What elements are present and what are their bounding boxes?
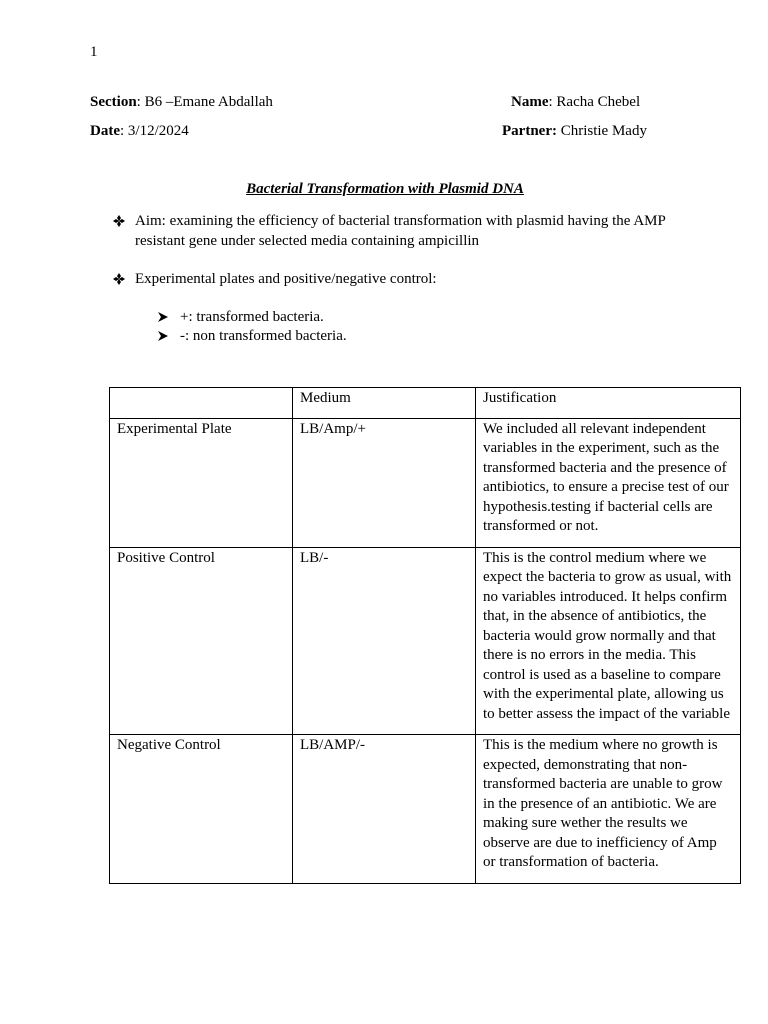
arrow-bullet-icon: [157, 307, 169, 327]
date-value: : 3/12/2024: [120, 123, 189, 139]
document-title: [0, 181, 768, 198]
sub-bullet-text: +: transformed bacteria.: [180, 309, 324, 325]
partner-line: [502, 123, 647, 140]
partner-value: Christie Mady: [556, 123, 647, 139]
section-label: Section: [90, 94, 137, 110]
table-cell: LB/AMP/-: [293, 735, 476, 884]
date-label: Date: [90, 123, 120, 139]
page-number: 1: [90, 44, 98, 60]
table-cell: We included all relevant independent variables in the experiment, such as the transformed bacteria and the presence of antibiotics, to ensure a precise test of our hypothesis.testing if bacterial cells are transformed or not.: [476, 418, 741, 547]
name-value: : Racha Chebel: [548, 94, 641, 110]
table-cell: Negative Control: [110, 735, 293, 884]
controls-table: [109, 387, 741, 884]
table-header-cell: Justification: [476, 388, 741, 419]
date-line: [90, 123, 189, 140]
sub-bullet-text: -: non transformed bacteria.: [180, 328, 347, 344]
partner-label: Partner:: [502, 123, 557, 139]
table-cell: This is the control medium where we expect the bacteria to grow as usual, with no variables introduced. It helps confirm that, in the absence of antibiotics, the bacteria would grow normally and that there is no errors in the media. This control is used as a baseline to compare with the experimental plate, allowing us to better assess the impact of the variable: [476, 547, 741, 735]
table-cell: Positive Control: [110, 547, 293, 735]
arrow-bullet-icon: [157, 326, 169, 346]
table-row: [110, 547, 741, 735]
document-title-text: Bacterial Transformation with Plasmid DNA: [246, 181, 524, 197]
table-cell: Experimental Plate: [110, 418, 293, 547]
section-value: : B6 –Emane Abdallah: [136, 94, 273, 110]
diamond-bullet-icon: [112, 211, 128, 231]
table-cell: LB/Amp/+: [293, 418, 476, 547]
table-header-cell: Medium: [293, 388, 476, 419]
bullet-text: Experimental plates and positive/negative control:: [135, 271, 437, 287]
table-cell: LB/-: [293, 547, 476, 735]
table-cell: This is the medium where no growth is expected, demonstrating that non-transformed bacteria are unable to grow in the presence of an antibiotic. We are making sure wether the results we observe are due to inefficiency of Amp or transformation of bacteria.: [476, 735, 741, 884]
diamond-bullet-icon: [112, 269, 128, 289]
table-row: [110, 735, 741, 884]
section-line: [90, 94, 273, 111]
name-line: [511, 94, 640, 111]
table-row: [110, 418, 741, 547]
table-header-cell: [110, 388, 293, 419]
name-label: Name: [511, 94, 549, 110]
bullet-text: Aim: examining the efficiency of bacterial transformation with plasmid having the AMP resistant gene under selected media containing ampicillin: [135, 213, 666, 249]
table-header-row: [110, 388, 741, 419]
